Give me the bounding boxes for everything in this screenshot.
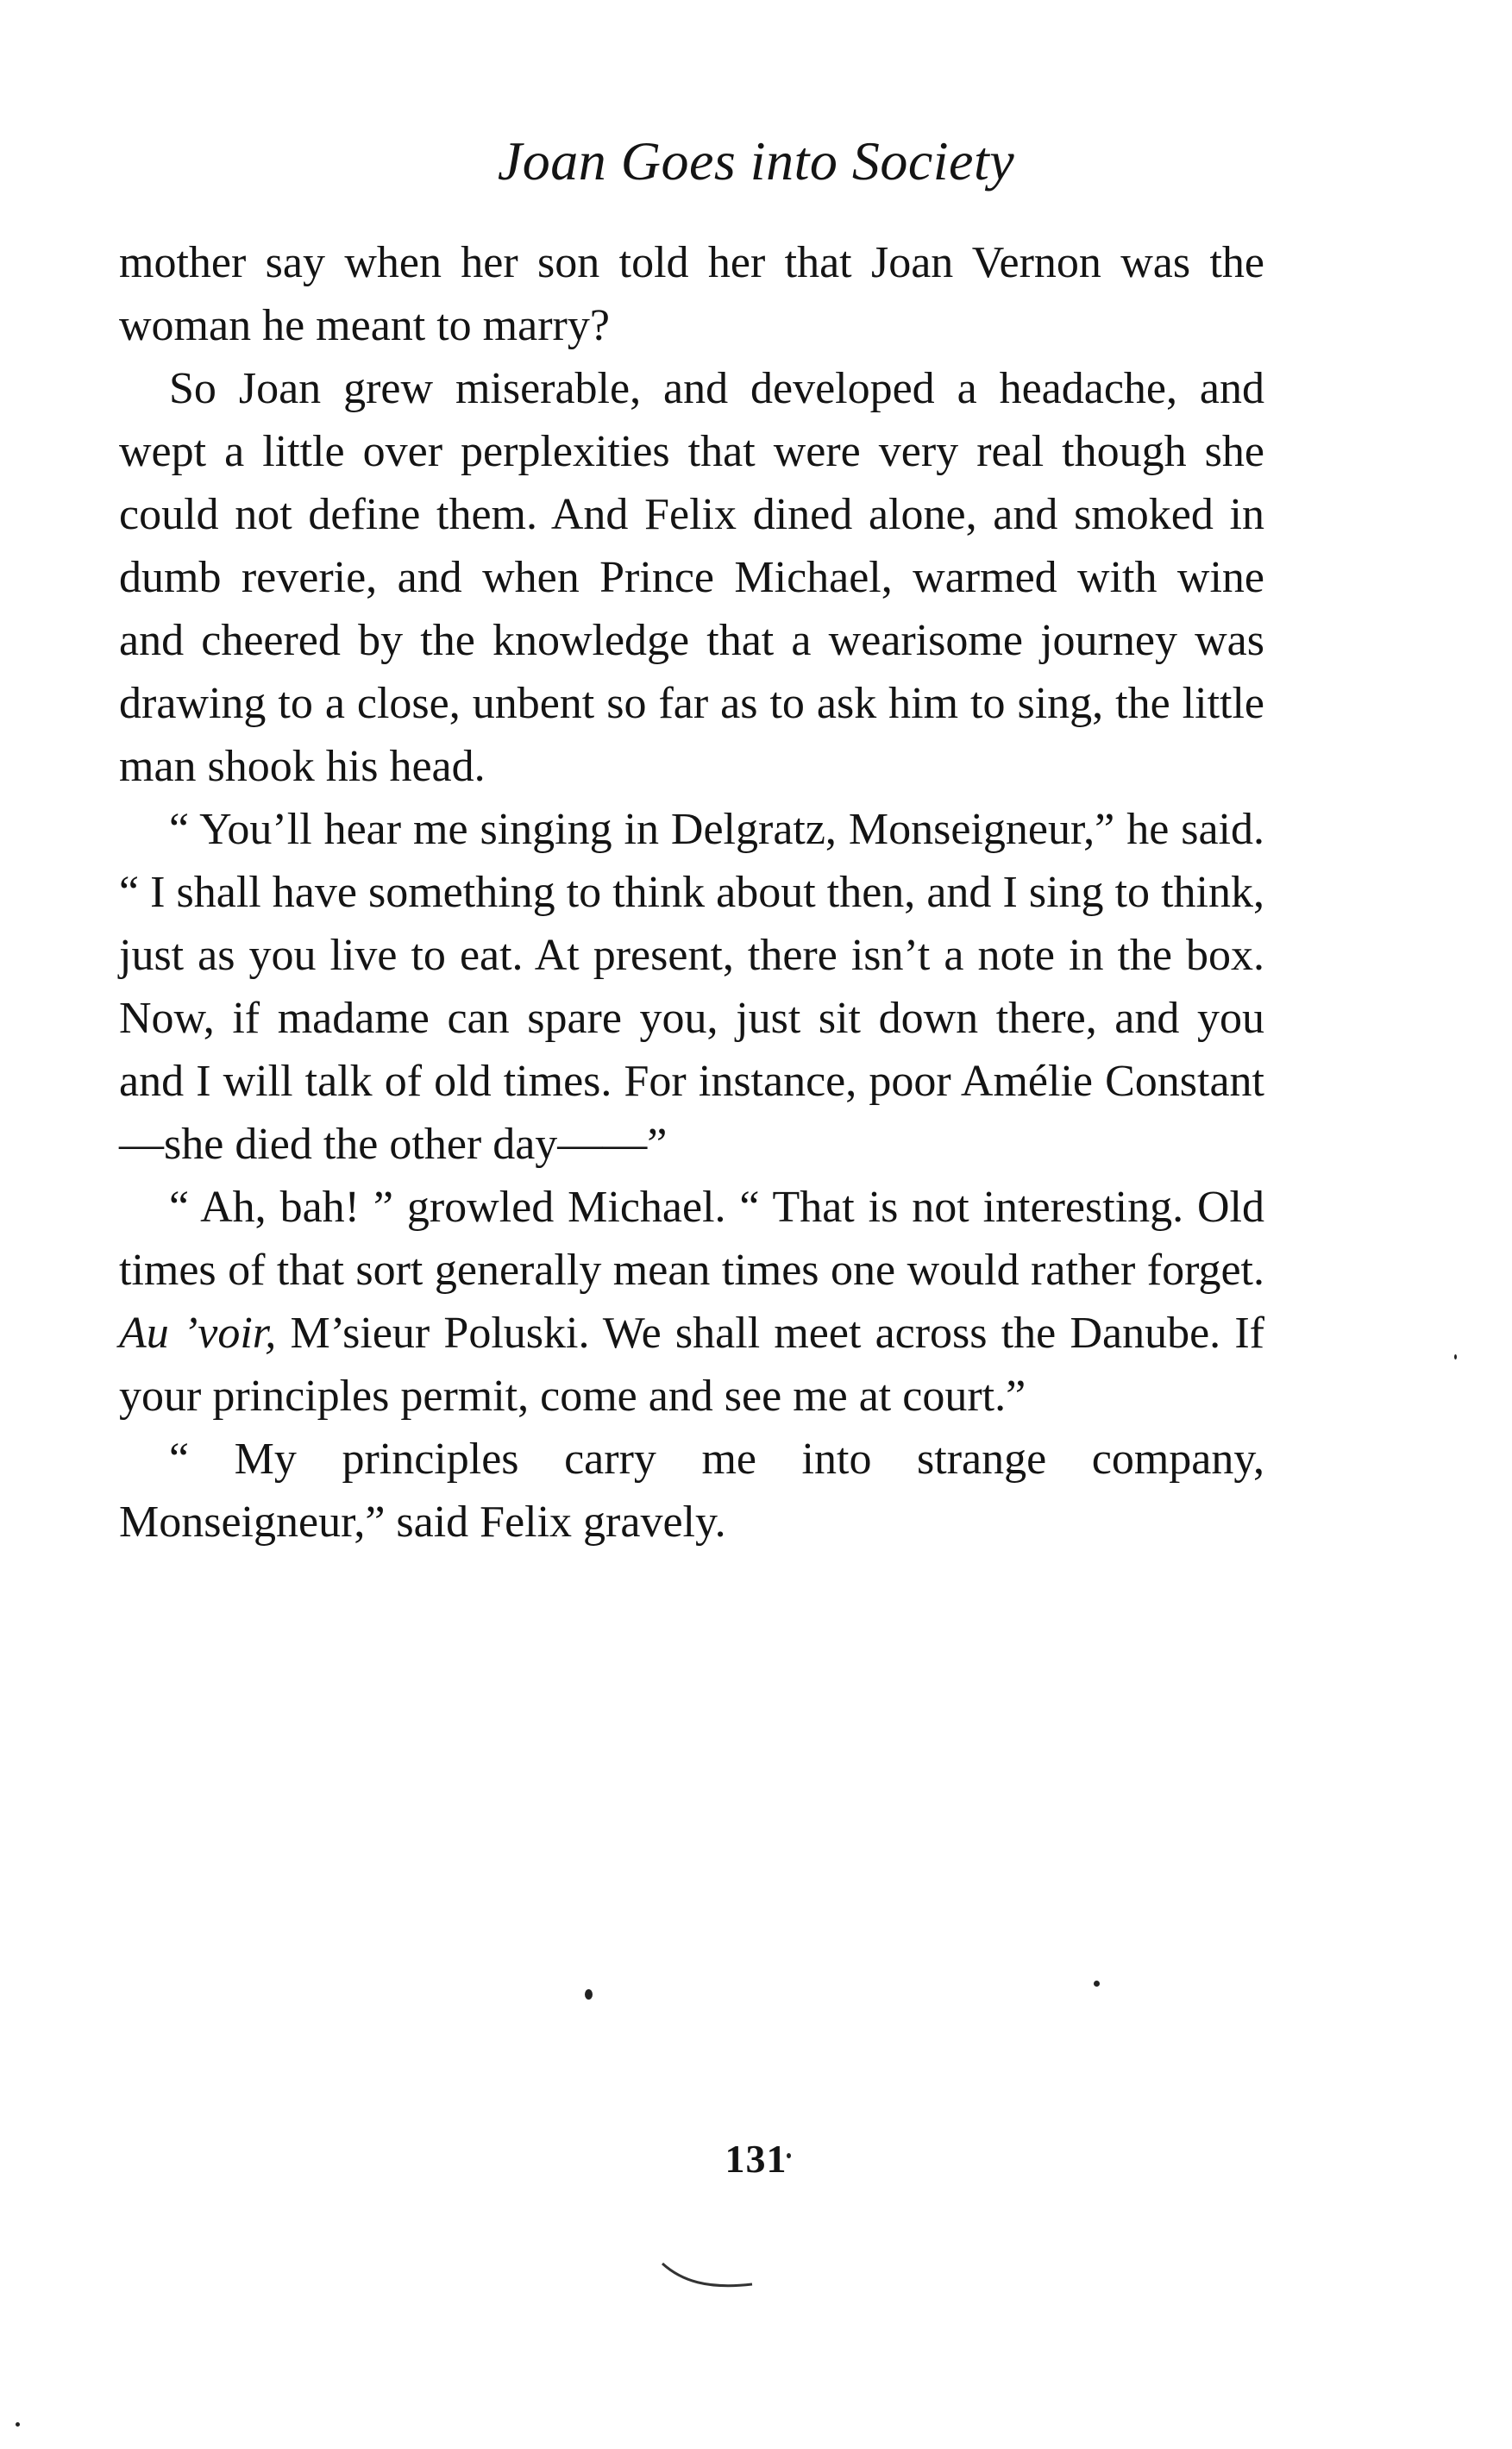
text-run: M’sieur Poluski. We shall meet across the Danube. If your principles permit, come and see me at court.” [119,1309,1264,1421]
body-text [119,231,1264,1554]
page-number: 131 [725,2137,787,2181]
scan-speck [16,2422,20,2427]
text-run: So Joan grew miserable, and developed a headache, and wept a little over perplexities that were very real though she could not define them. And Felix dined alone, and smoked in dumb reverie, and when Prince Michael, warmed with wine and cheered by the knowledge that a wearisome journey was drawing to a close, unbent so far as to ask him to sing, the little man shook his head. [119,364,1264,791]
italic-phrase: Au ’voir, [119,1309,277,1358]
text-run: “ My principles carry me into strange company, Monseigneur,” said Felix gravely. [119,1435,1264,1547]
running-head: Joan Goes into Society [497,130,1015,192]
scan-speck [1094,1981,1100,1987]
text-run: “ You’ll hear me singing in Delgratz, Monseigneur,” he said. “ I shall have something to think about then, and I sing to think, just as you live to eat. At present, there isn’t a note in the box. Now, if madame can spare you, just sit down there, and you and I will talk of old times. For instance, poor Amélie Constant—she died the other day——” [119,805,1264,1169]
scan-speck [1454,1354,1457,1360]
paragraph [119,1176,1264,1428]
paragraph [119,231,1264,357]
scan-speck [585,1989,593,2000]
scan-speck [787,2153,791,2158]
paragraph [119,357,1264,798]
paragraph [119,798,1264,1176]
paragraph [119,1428,1264,1554]
text-run: mother say when her son told her that Joan Vernon was the woman he meant to marry? [119,238,1264,350]
text-run: “ Ah, bah! ” growled Michael. “ That is not interesting. Old times of that sort generally mean times one would rather forget. [119,1183,1264,1295]
scan-scratch-mark [656,2260,759,2295]
